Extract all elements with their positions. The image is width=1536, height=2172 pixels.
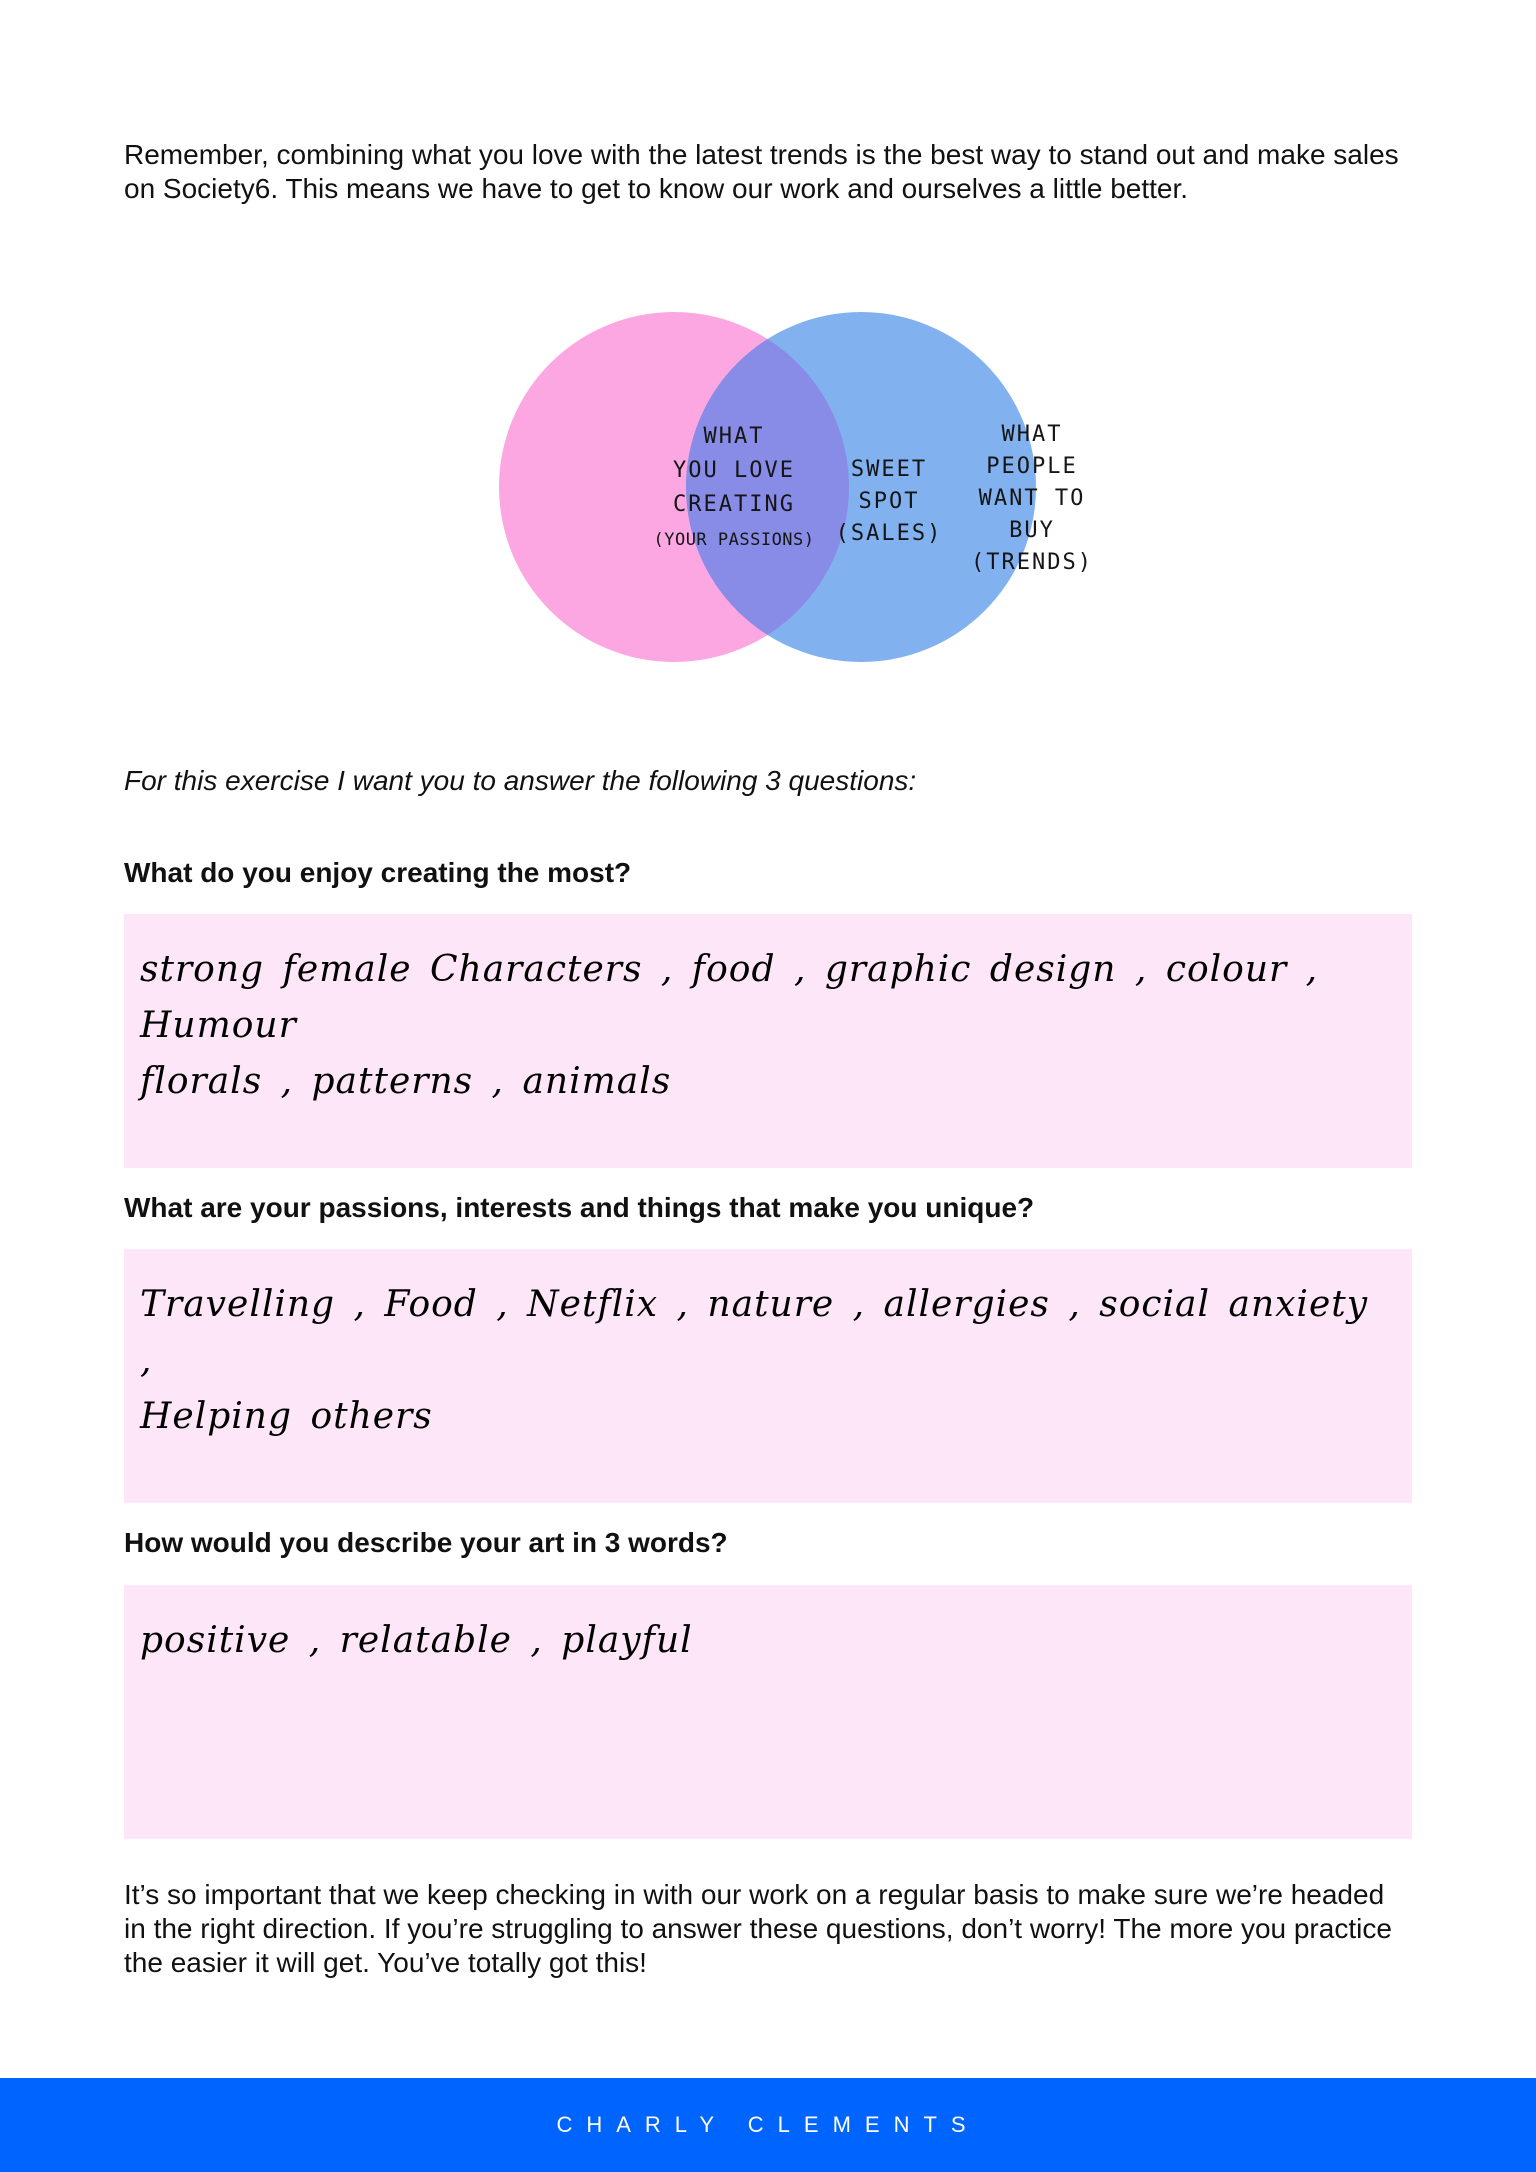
outro-paragraph: It’s so important that we keep checking in with our work on a regular basis to make sure we’re headed in the right direction. If you’re struggling to answer these questions, don’t worry! The more you practice the easier it will get. You’ve totally got this! xyxy=(124,1879,1392,1978)
answer-1-line-2: florals , patterns , animals xyxy=(140,1061,672,1102)
answer-box-1[interactable] xyxy=(124,914,1412,1168)
answer-3-line-1: positive , relatable , playful xyxy=(140,1620,693,1661)
venn-center-line-3: (SALES) xyxy=(835,521,943,546)
footer-bar xyxy=(0,2078,1536,2172)
venn-left-line-4: (YOUR PASSIONS) xyxy=(653,530,815,550)
venn-diagram xyxy=(499,305,1093,675)
venn-center-line-2: SPOT xyxy=(858,489,920,514)
question-3: How would you describe your art in 3 words? xyxy=(124,1527,728,1558)
venn-left-line-3: CREATING xyxy=(673,492,795,517)
question-1: What do you enjoy creating the most? xyxy=(124,857,632,888)
venn-left-line-2: YOU LOVE xyxy=(673,458,795,483)
venn-right-line-1: WHAT xyxy=(1001,422,1063,447)
venn-center-line-1: SWEET xyxy=(850,457,928,482)
answer-box-3[interactable] xyxy=(124,1585,1412,1839)
venn-right-line-4: BUY xyxy=(1009,518,1055,543)
venn-right-line-3: WANT TO xyxy=(978,486,1086,511)
answer-2-line-1: Travelling , Food , Netflix , nature , allergies , social anxiety , xyxy=(140,1284,1369,1381)
venn-left-line-1: WHAT xyxy=(703,424,765,449)
question-2: What are your passions, interests and things that make you unique? xyxy=(124,1192,1035,1223)
exercise-intro: For this exercise I want you to answer the following 3 questions: xyxy=(124,765,917,796)
answer-2-line-2: Helping others xyxy=(140,1396,433,1437)
intro-paragraph: Remember, combining what you love with the latest trends is the best way to stand out and make sales on Society6. This means we have to get to know our work and ourselves a little better. xyxy=(124,139,1399,204)
venn-right-line-5: (TRENDS) xyxy=(971,550,1093,575)
answer-1-line-1: strong female Characters , food , graphic design , colour , Humour xyxy=(140,949,1319,1046)
venn-right-line-2: PEOPLE xyxy=(986,454,1078,479)
footer-brand: CHARLY CLEMENTS xyxy=(556,2112,980,2137)
answer-box-2[interactable] xyxy=(124,1249,1412,1503)
